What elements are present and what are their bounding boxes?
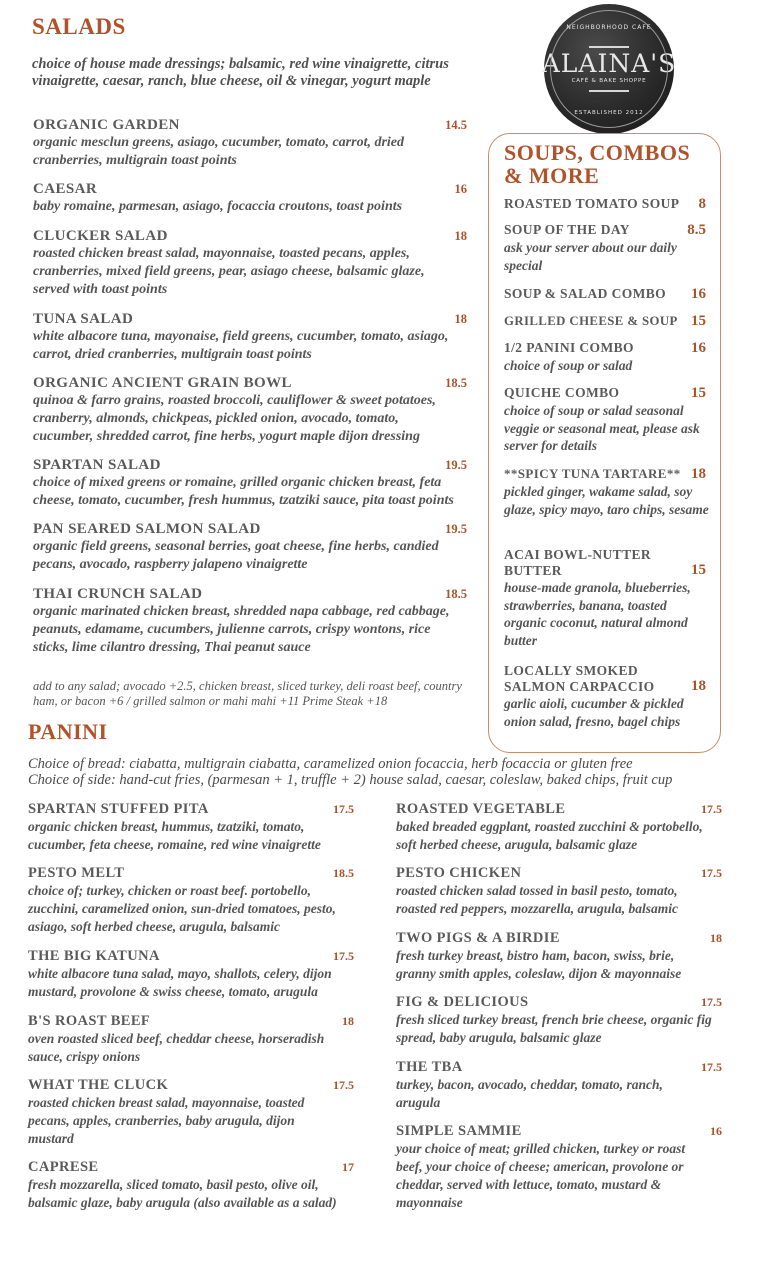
item-price: 18.5 [445, 376, 467, 390]
item-price: 17 [342, 1160, 354, 1174]
item-price: 15 [691, 313, 706, 329]
menu-item-spartan-stuffed-pita [28, 801, 354, 854]
item-price: 18 [691, 678, 706, 694]
item-description: fresh sliced turkey breast, french brie cheese, organic fig spread, baby arugula, balsamic glaze [396, 1012, 712, 1045]
item-description: turkey, bacon, avocado, cheddar, tomato, ranch, arugula [396, 1077, 663, 1110]
item-name: TWO PIGS & A BIRDIE [396, 930, 560, 946]
menu-item-bs-roast-beef [28, 1013, 354, 1066]
item-name: SOUP OF THE DAY [504, 222, 630, 237]
item-price: 16 [710, 1124, 722, 1138]
panini-title: PANINI [28, 719, 108, 744]
item-description: fresh mozzarella, sliced tomato, basil pesto, olive oil, balsamic glaze, baby arugula (also available as a salad) [28, 1177, 337, 1210]
item-description: quinoa & farro grains, roasted broccoli, cauliflower & sweet potatoes, cranberry, almonds, chickpeas, pickled onion, avocado, tomato, cucumber, shredded carrot, fine herbs, yogurt maple dijon dressing [33, 393, 436, 444]
item-price: 18 [342, 1014, 354, 1028]
menu-item-clucker-salad [33, 228, 467, 299]
item-description: choice of soup or salad [504, 358, 633, 373]
item-price: 17.5 [701, 802, 722, 816]
item-description: white albacore tuna, mayonaise, field greens, cucumber, tomato, asiago, carrot, dried cranberries, multigrain toast points [33, 329, 449, 362]
item-name: FIG & DELICIOUS [396, 994, 529, 1010]
item-price: 16 [691, 340, 706, 356]
item-name: TUNA SALAD [33, 311, 134, 327]
item-description: roasted chicken breast salad, mayonnaise, toasted pecans, apples, cranberries, mixed field greens, pear, asiago cheese, balsamic glaze, served with toast points [33, 246, 425, 297]
item-description: organic mesclun greens, asiago, cucumber, tomato, carrot, dried cranberries, multigrain toast points [33, 135, 405, 168]
panini-bread-choice: Choice of bread: ciabatta, multigrain ciabatta, caramelized onion focaccia, herb focaccia or gluten free [28, 756, 633, 772]
item-description: baby romaine, parmesan, asiago, focaccia croutons, toast points [33, 199, 403, 214]
soups-title-line2: & MORE [504, 163, 600, 188]
item-description: white albacore tuna salad, mayo, shallots, celery, dijon mustard, provolone & swiss cheese, tomato, arugula [28, 966, 332, 999]
menu-item-pesto-chicken [396, 865, 722, 918]
item-name: B'S ROAST BEEF [28, 1013, 151, 1029]
salad-addons-note: add to any salad; avocado +2.5, chicken breast, sliced turkey, deli roast beef, country ham, or bacon +6 / grilled salmon or mahi mahi +11 Prime Steak +18 [33, 679, 462, 708]
menu-item-thai-crunch-salad [33, 586, 467, 657]
menu-item-roasted-vegetable [396, 801, 722, 854]
item-name: SOUP & SALAD COMBO [504, 286, 667, 301]
logo-bottom-text: ESTABLISHED 2012 [574, 110, 644, 116]
menu-item-pesto-melt [28, 865, 354, 936]
item-name: PESTO CHICKEN [396, 865, 522, 881]
menu-item-fig-delicious [396, 994, 722, 1047]
item-name: THE TBA [396, 1059, 463, 1075]
item-price: 18.5 [445, 587, 467, 601]
item-price: 18.5 [333, 866, 354, 880]
menu-item-soup-salad-combo [504, 286, 706, 303]
item-price: 16 [691, 286, 706, 302]
menu-item-soup-of-the-day [504, 222, 706, 274]
logo-top-text: NEIGHBORHOOD CAFE [566, 24, 652, 31]
item-name: ROASTED TOMATO SOUP [504, 196, 680, 211]
menu-item-caesar [33, 181, 467, 216]
item-name: SIMPLE SAMMIE [396, 1123, 522, 1139]
item-price: 18 [454, 229, 467, 243]
menu-item-spicy-tuna-tartare [504, 466, 709, 518]
item-description: your choice of meat; grilled chicken, turkey or roast beef, your choice of cheese; american, provolone or cheddar, served with lettuce, tomato, mustard & mayonnaise [396, 1141, 686, 1210]
menu-item-half-panini-combo [504, 340, 706, 375]
item-name: LOCALLY SMOKED SALMON CARPACCIO [504, 663, 655, 694]
item-price: 14.5 [445, 118, 467, 132]
item-name: **SPICY TUNA TARTARE** [504, 466, 681, 481]
menu-item-acai-bowl [504, 547, 706, 649]
item-name: PAN SEARED SALMON SALAD [33, 521, 261, 537]
item-description: roasted chicken salad tossed in basil pesto, tomato, roasted red peppers, mozzarella, arugula, balsamic [396, 883, 679, 916]
item-name: 1/2 PANINI COMBO [504, 340, 634, 355]
salads-title: SALADS [32, 14, 126, 39]
item-name: THAI CRUNCH SALAD [33, 586, 203, 602]
item-description: organic marinated chicken breast, shredded napa cabbage, red cabbage, peanuts, edamame, cucumbers, julienne carrots, crispy wontons, rice sticks, lime cilantro dressing, Thai peanut sauce [33, 604, 450, 655]
item-name: GRILLED CHEESE & SOUP [504, 314, 678, 328]
menu-item-salmon-carpaccio [504, 663, 706, 730]
item-price: 17.5 [333, 949, 354, 963]
item-name: ACAI BOWL-NUTTER BUTTER [504, 547, 652, 578]
item-name: CAPRESE [28, 1159, 99, 1175]
menu-item-grilled-cheese-soup [504, 313, 706, 330]
item-price: 15 [691, 385, 706, 401]
logo-brand: ALAINA'S [541, 49, 677, 78]
item-price: 18 [454, 312, 467, 326]
item-name: QUICHE COMBO [504, 385, 620, 400]
item-description: choice of mixed greens or romaine, grilled organic chicken breast, feta cheese, tomato, cucumber, fresh hummus, tzatziki sauce, pita toast points [33, 475, 454, 508]
logo-subtitle: CAFÉ & BAKE SHOPPE [571, 78, 647, 84]
menu-item-caprese [28, 1159, 354, 1212]
item-description: pickled ginger, wakame salad, soy glaze, spicy mayo, taro chips, sesame [504, 484, 709, 517]
item-name: SPARTAN SALAD [33, 457, 161, 473]
item-description: choice of; turkey, chicken or roast beef. portobello, zucchini, caramelized onion, sun-dried tomatoes, pesto, asiago, soft herbed cheese, arugula, balsamic [28, 883, 336, 934]
item-price: 17.5 [333, 802, 354, 816]
item-description: garlic aioli, cucumber & pickled onion salad, fresno, bagel chips [504, 696, 684, 729]
item-description: fresh turkey breast, bistro ham, bacon, swiss, brie, granny smith apples, coleslaw, dijon & mayonnaise [396, 948, 682, 981]
menu-item-the-tba [396, 1059, 722, 1112]
item-price: 18 [710, 931, 722, 945]
item-name: CLUCKER SALAD [33, 228, 168, 244]
item-price: 17.5 [701, 866, 722, 880]
item-description: baked breaded eggplant, roasted zucchini & portobello, soft herbed cheese, arugula, balsamic glaze [396, 819, 703, 852]
menu-item-quiche-combo [504, 385, 706, 455]
menu-item-simple-sammie [396, 1123, 722, 1212]
item-name: ORGANIC ANCIENT GRAIN BOWL [33, 375, 292, 391]
item-name: ORGANIC GARDEN [33, 117, 180, 133]
menu-item-big-katuna [28, 948, 354, 1001]
item-name: PESTO MELT [28, 865, 125, 881]
item-description: house-made granola, blueberries, strawberries, banana, toasted organic coconut, natural almond butter [504, 580, 691, 648]
item-price: 8.5 [687, 222, 706, 238]
item-price: 17.5 [701, 995, 722, 1009]
menu-item-two-pigs-birdie [396, 930, 722, 983]
soups-title-line1: SOUPS, COMBOS [504, 140, 691, 165]
menu-item-organic-garden [33, 117, 467, 170]
item-price: 17.5 [333, 1078, 354, 1092]
item-name: ROASTED VEGETABLE [396, 801, 566, 817]
item-description: choice of soup or salad seasonal veggie or seasonal meat, please ask server for details [504, 403, 700, 453]
item-name: WHAT THE CLUCK [28, 1077, 169, 1093]
item-description: ask your server about our daily special [504, 240, 677, 273]
menu-item-salmon-salad [33, 521, 467, 574]
alainas-logo [541, 4, 677, 134]
menu-item-what-the-cluck [28, 1077, 354, 1148]
item-description: oven roasted sliced beef, cheddar cheese, horseradish sauce, crispy onions [28, 1031, 325, 1064]
item-price: 17.5 [701, 1060, 722, 1074]
item-description: organic chicken breast, hummus, tzatziki, tomato, cucumber, feta cheese, romaine, red wine vinaigrette [28, 819, 321, 852]
item-price: 8 [698, 196, 706, 212]
item-price: 19.5 [445, 522, 467, 536]
item-price: 19.5 [445, 458, 467, 472]
item-description: organic field greens, seasonal berries, goat cheese, fine herbs, candied pecans, avocado, raspberry jalapeno vinaigrette [33, 539, 439, 572]
item-description: roasted chicken breast salad, mayonnaise, toasted pecans, apples, cranberries, baby arugula, dijon mustard [28, 1095, 305, 1146]
item-name: THE BIG KATUNA [28, 948, 160, 964]
salads-intro: choice of house made dressings; balsamic, red wine vinaigrette, citrus vinaigrette, caesar, ranch, blue cheese, oil & vinegar, yogurt maple [32, 56, 449, 89]
item-name: SPARTAN STUFFED PITA [28, 801, 209, 817]
item-price: 16 [454, 182, 467, 196]
item-price: 18 [691, 466, 706, 482]
menu-item-roasted-tomato-soup [504, 196, 706, 213]
menu-item-tuna-salad [33, 311, 467, 364]
menu-item-ancient-grain-bowl [33, 375, 467, 446]
item-name: CAESAR [33, 181, 98, 197]
menu-item-spartan-salad [33, 457, 467, 510]
panini-side-choice: Choice of side: hand-cut fries, (parmesan + 1, truffle + 2) house salad, caesar, coleslaw, baked chips, fruit cup [28, 772, 673, 788]
item-price: 15 [691, 562, 706, 578]
